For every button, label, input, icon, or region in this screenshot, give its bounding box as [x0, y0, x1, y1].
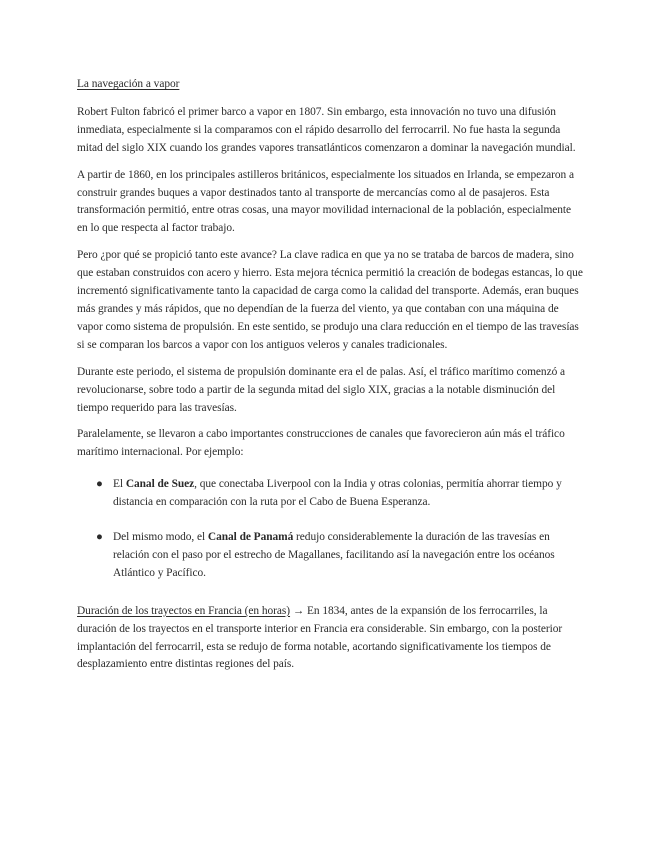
section-heading: La navegación a vapor	[77, 78, 180, 90]
duracion-text: En 1834, antes de la expansión de los ferrocarriles, la duración de los trayectos en el transporte interior en Francia era considerable. Sin embargo, con la posterior implantación del ferrocarril, esta se redujo de forma notable, acortando significativamente los tiempos de desplazamiento entre distintas regiones del país.	[77, 604, 563, 671]
arrow-icon: →	[290, 604, 307, 617]
bullet-icon: ●	[96, 478, 103, 491]
document-body	[77, 76, 583, 683]
duracion-link[interactable]: Duración de los trayectos en Francia (en horas)	[77, 604, 291, 617]
bullet-bold-term: Canal de Suez	[125, 478, 195, 491]
bullet-bold-term: Canal de Panamá	[207, 531, 294, 544]
list-item-panama	[77, 529, 583, 583]
paragraph-canales: Paralelamente, se llevaron a cabo importantes construcciones de canales que favorecieron aún más el tráfico marítimo internacional. Por ejemplo:	[77, 428, 565, 459]
paragraph-duracion	[77, 603, 583, 675]
paragraph-astilleros: A partir de 1860, en los principales astilleros británicos, especialmente los situados en Irlanda, se empezaron a construir grandes buques a vapor destinados tanto al transporte de mercancías como al de pasajeros. Esta transformación permitió, entre otras cosas, una mayor movilidad internacional de la población, especialmente en lo que respecta al factor trabajo.	[77, 168, 574, 235]
bullet-text-before: Del mismo modo, el	[113, 531, 208, 544]
paragraph-avance: Pero ¿por qué se propició tanto este avance? La clave radica en que ya no se trataba de barcos de madera, sino que estaban construidos con acero y hierro. Esta mejora técnica permitió la creación de bodegas estancas, lo que incrementó significativamente tanto la capacidad de carga como la calidad del transporte. Además, eran buques más grandes y más rápidos, que no dependían de la fuerza del viento, ya que contaban con una máquina de vapor como sistema de propulsión. En este sentido, se produjo una clara reducción en el tiempo de las travesías si se comparan los barcos a vapor con los antiguos veleros y canales tradicionales.	[77, 249, 583, 351]
paragraph-propulsion: Durante este periodo, el sistema de propulsión dominante era el de palas. Así, el tráfico marítimo comenzó a revolucionarse, sobre todo a partir de la segunda mitad del siglo XIX, gracias a la notable disminución del tiempo requerido para las travesías.	[77, 365, 566, 414]
bullet-text-after: , que conectaba Liverpool con la India y otras colonias, permitía ahorrar tiempo y distancia en comparación con la ruta por el Cabo de Buena Esperanza.	[113, 478, 562, 509]
bullet-text-after: redujo considerablemente la duración de las travesías en relación con el paso por el estrecho de Magallanes, facilitando así la navegación entre los océanos Atlántico y Pacífico.	[113, 531, 555, 579]
bullet-text-before: El	[113, 478, 126, 491]
canal-list	[77, 476, 583, 583]
paragraph-fulton: Robert Fulton fabricó el primer barco a vapor en 1807. Sin embargo, esta innovación no tuvo una difusión inmediata, especialmente si la comparamos con el rápido desarrollo del ferrocarril. No fue hasta la segunda mitad del siglo XIX cuando los grandes vapores transatlánticos comenzaron a dominar la navegación mundial.	[77, 105, 576, 154]
list-item-suez	[77, 476, 583, 512]
bullet-icon: ●	[96, 531, 103, 544]
